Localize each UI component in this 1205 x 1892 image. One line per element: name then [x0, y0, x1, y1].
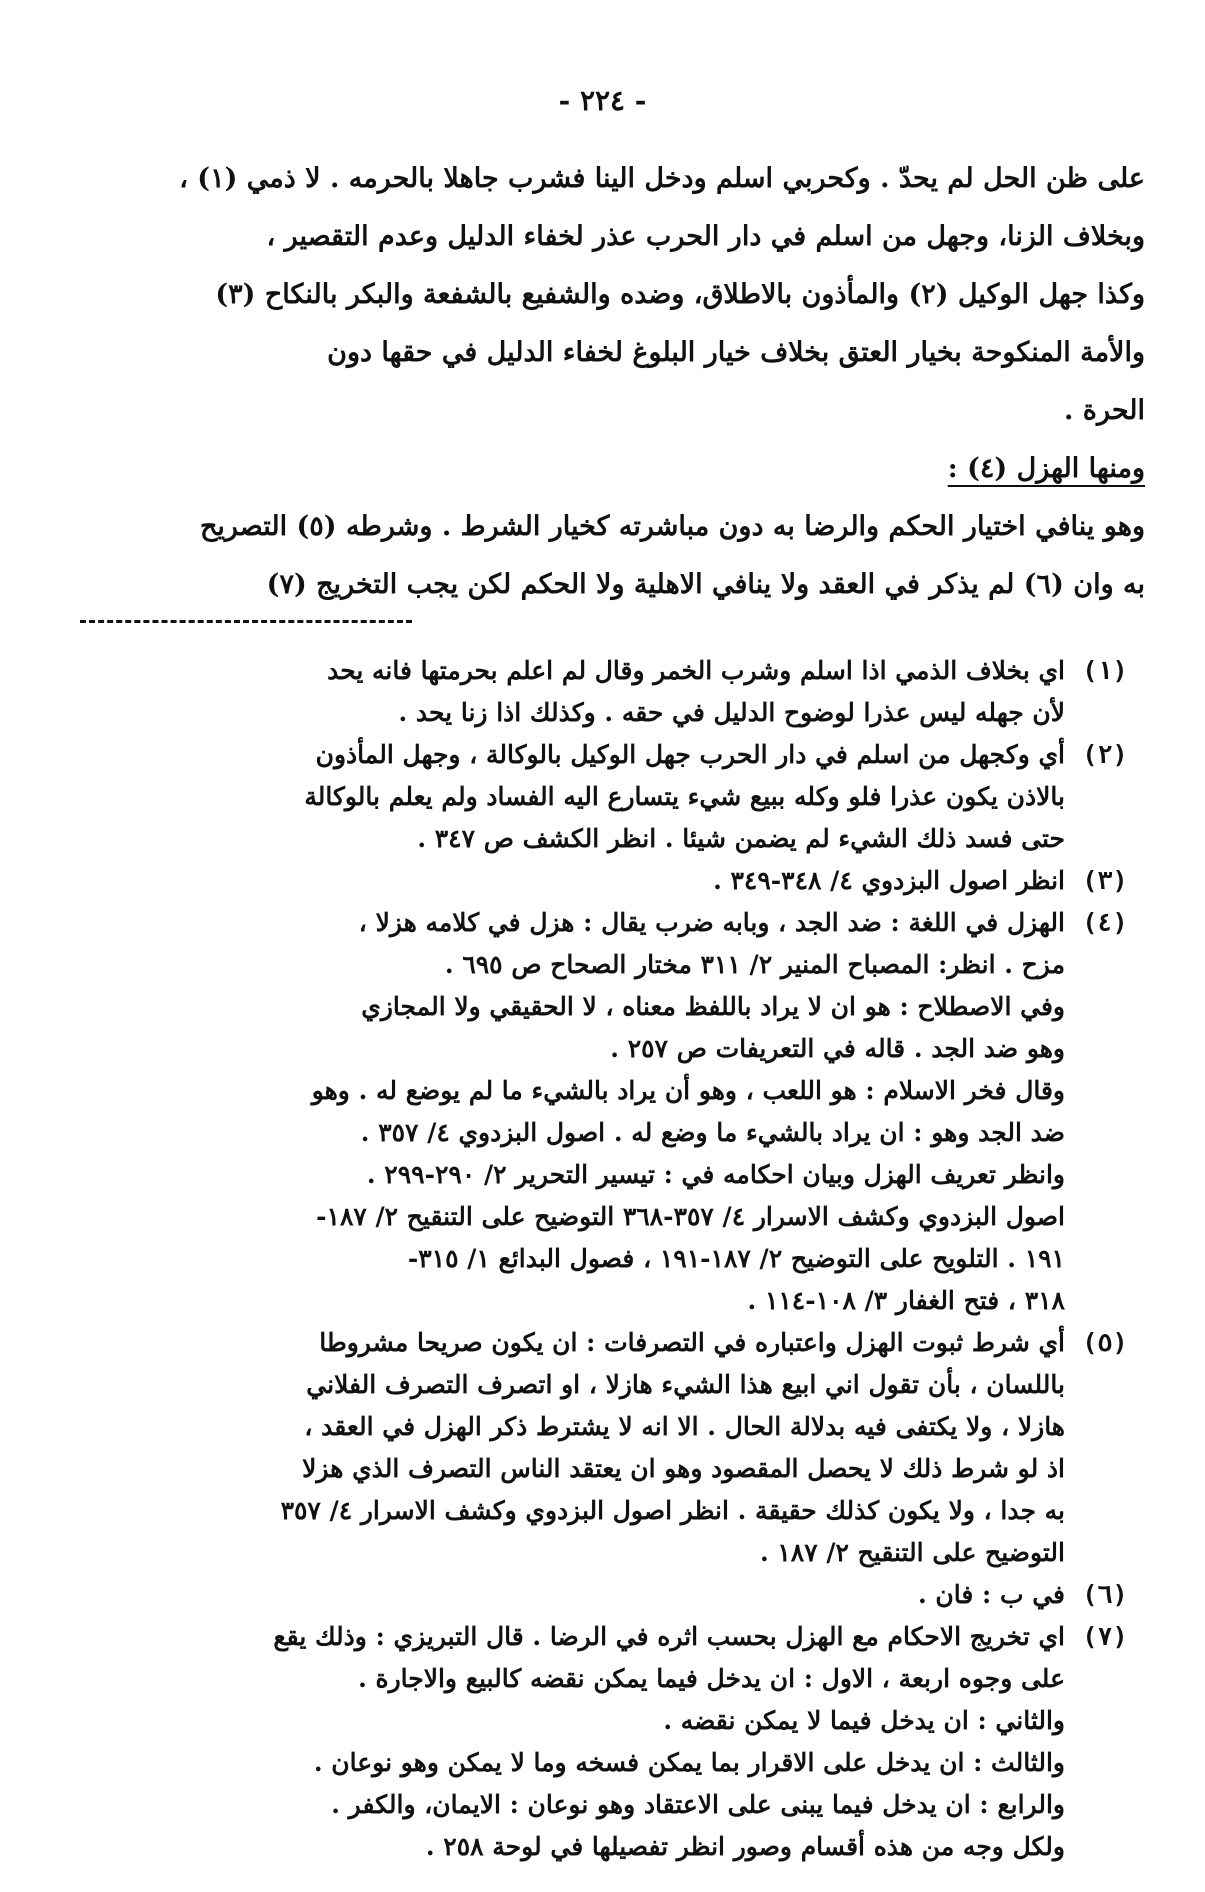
footnote: [65, 902, 1145, 1322]
footnote-line: ولكل وجه من هذه أقسام وصور انظر تفصيلها في لوحة ٢٥٨ .: [425, 1832, 1065, 1861]
footnote-line: أي وكجهل من اسلم في دار الحرب جهل الوكيل بالوكالة ، وجهل المأذون: [315, 740, 1065, 769]
footnote-line: على وجوه اربعة ، الاول : ان يدخل فيما يمكن نقضه كالبيع والاجارة .: [358, 1664, 1065, 1693]
page-number: - ٢٢٤ -: [558, 84, 647, 117]
footnote-number: (٢): [1082, 740, 1128, 769]
footnote: [65, 860, 1145, 902]
footnote: [65, 650, 1145, 734]
footnote-number: (٥): [1082, 1328, 1128, 1357]
footnote-line: اذ لو شرط ذلك لا يحصل المقصود وهو ان يعتقد الناس التصرف الذي هزلا: [302, 1454, 1065, 1483]
footnote-line: ضد الجد وهو : ان يراد بالشيء ما وضع له . اصول البزدوي ٤/ ٣٥٧ .: [360, 1118, 1065, 1147]
footnote-line: أي شرط ثبوت الهزل واعتباره في التصرفات : ان يكون صريحا مشروطا: [319, 1328, 1065, 1357]
footnote-line: ٣١٨ ، فتح الغفار ٣/ ١٠٨-١١٤ .: [747, 1286, 1065, 1315]
main-paragraph-1: [145, 150, 1145, 440]
footnote-number: (٤): [1082, 908, 1128, 937]
text-line: الحرة .: [1064, 395, 1145, 426]
footnote-line: به جدا ، ولا يكون كذلك حقيقة . انظر اصول البزدوي وكشف الاسرار ٤/ ٣٥٧: [280, 1496, 1065, 1525]
footnote-line: وفي الاصطلاح : هو ان لا يراد باللفظ معناه ، لا الحقيقي ولا المجازي: [361, 992, 1065, 1021]
footnote-separator: [80, 620, 412, 623]
footnote-line: حتى فسد ذلك الشيء لم يضمن شيئا . انظر الكشف ص ٣٤٧ .: [417, 824, 1065, 853]
footnote-line: التوضيح على التنقيح ٢/ ١٨٧ .: [759, 1538, 1065, 1567]
footnote-line: هازلا ، ولا يكتفى فيه بدلالة الحال . الا انه لا يشترط ذكر الهزل في العقد ،: [304, 1412, 1065, 1441]
footnote-line: وانظر تعريف الهزل وبيان احكامه في : تيسير التحرير ٢/ ٢٩٠-٢٩٩ .: [366, 1160, 1065, 1189]
footnote-number: (١): [1082, 656, 1128, 685]
footnote-line: اي بخلاف الذمي اذا اسلم وشرب الخمر وقال لم اعلم بحرمتها فانه يحد: [327, 656, 1065, 685]
section-heading: ومنها الهزل (٤) :: [947, 453, 1145, 484]
footnote: [65, 1574, 1145, 1616]
footnotes: [65, 650, 1145, 1868]
footnote-line: وهو ضد الجد . قاله في التعريفات ص ٢٥٧ .: [610, 1034, 1065, 1063]
text-line: والأمة المنكوحة بخيار العتق بخلاف خيار البلوغ لخفاء الدليل في حقها دون: [327, 337, 1145, 368]
footnote-number: (٧): [1082, 1622, 1128, 1651]
section-heading-wrap: [145, 440, 1145, 498]
footnote-line: في ب : فان .: [918, 1580, 1065, 1609]
footnote-line: باللسان ، بأن تقول اني ابيع هذا الشيء هازلا ، او اتصرف التصرف الفلاني: [306, 1370, 1065, 1399]
footnote-line: والثاني : ان يدخل فيما لا يمكن نقضه .: [663, 1706, 1065, 1735]
footnote: [65, 1616, 1145, 1868]
text-line: على ظن الحل لم يحدّ . وكحربي اسلم ودخل الينا فشرب جاهلا بالحرمه . لا ذمي (١) ،: [179, 163, 1145, 194]
footnote-line: وقال فخر الاسلام : هو اللعب ، وهو أن يراد بالشيء ما لم يوضع له . وهو: [311, 1076, 1065, 1105]
footnote: [65, 734, 1145, 860]
text-line: به وان (٦) لم يذكر في العقد ولا ينافي الاهلية ولا الحكم لكن يجب التخريج (٧): [266, 569, 1145, 600]
main-paragraph-2: [145, 498, 1145, 614]
text-line: وبخلاف الزنا، وجهل من اسلم في دار الحرب عذر لخفاء الدليل وعدم التقصير ،: [266, 221, 1145, 252]
footnote-line: والثالث : ان يدخل على الاقرار بما يمكن فسخه وما لا يمكن وهو نوعان .: [313, 1748, 1065, 1777]
footnote-line: اصول البزدوي وكشف الاسرار ٤/ ٣٥٧-٣٦٨ التوضيح على التنقيح ٢/ ١٨٧-: [316, 1202, 1065, 1231]
text-line: وهو ينافي اختيار الحكم والرضا به دون مباشرته كخيار الشرط . وشرطه (٥) التصريح: [199, 511, 1145, 542]
footnote-number: (٦): [1082, 1580, 1128, 1609]
footnote-line: مزح . انظر: المصباح المنير ٢/ ٣١١ مختار الصحاح ص ٦٩٥ .: [444, 950, 1065, 979]
footnote-line: بالاذن يكون عذرا فلو وكله ببيع شيء يتسارع اليه الفساد ولم يعلم بالوكالة: [304, 782, 1065, 811]
footnote-line: الهزل في اللغة : ضد الجد ، وبابه ضرب يقال : هزل في كلامه هزلا ،: [358, 908, 1065, 937]
footnote-number: (٣): [1082, 866, 1128, 895]
footnote-line: لأن جهله ليس عذرا لوضوح الدليل في حقه . وكذلك اذا زنا يحد .: [398, 698, 1065, 727]
footnote-line: انظر اصول البزدوي ٤/ ٣٤٨-٣٤٩ .: [713, 866, 1065, 895]
footnote-line: والرابع : ان يدخل فيما يبنى على الاعتقاد وهو نوعان : الايمان، والكفر .: [331, 1790, 1065, 1819]
main-text: [145, 150, 1145, 614]
footnote-line: ١٩١ . التلويح على التوضيح ٢/ ١٨٧-١٩١ ، فصول البدائع ١/ ٣١٥-: [407, 1244, 1065, 1273]
footnote-line: اي تخريج الاحكام مع الهزل بحسب اثره في الرضا . قال التبريزي : وذلك يقع: [273, 1622, 1065, 1651]
footnote: [65, 1322, 1145, 1574]
text-line: وكذا جهل الوكيل (٢) والمأذون بالاطلاق، وضده والشفيع بالشفعة والبكر بالنكاح (٣): [215, 279, 1145, 310]
